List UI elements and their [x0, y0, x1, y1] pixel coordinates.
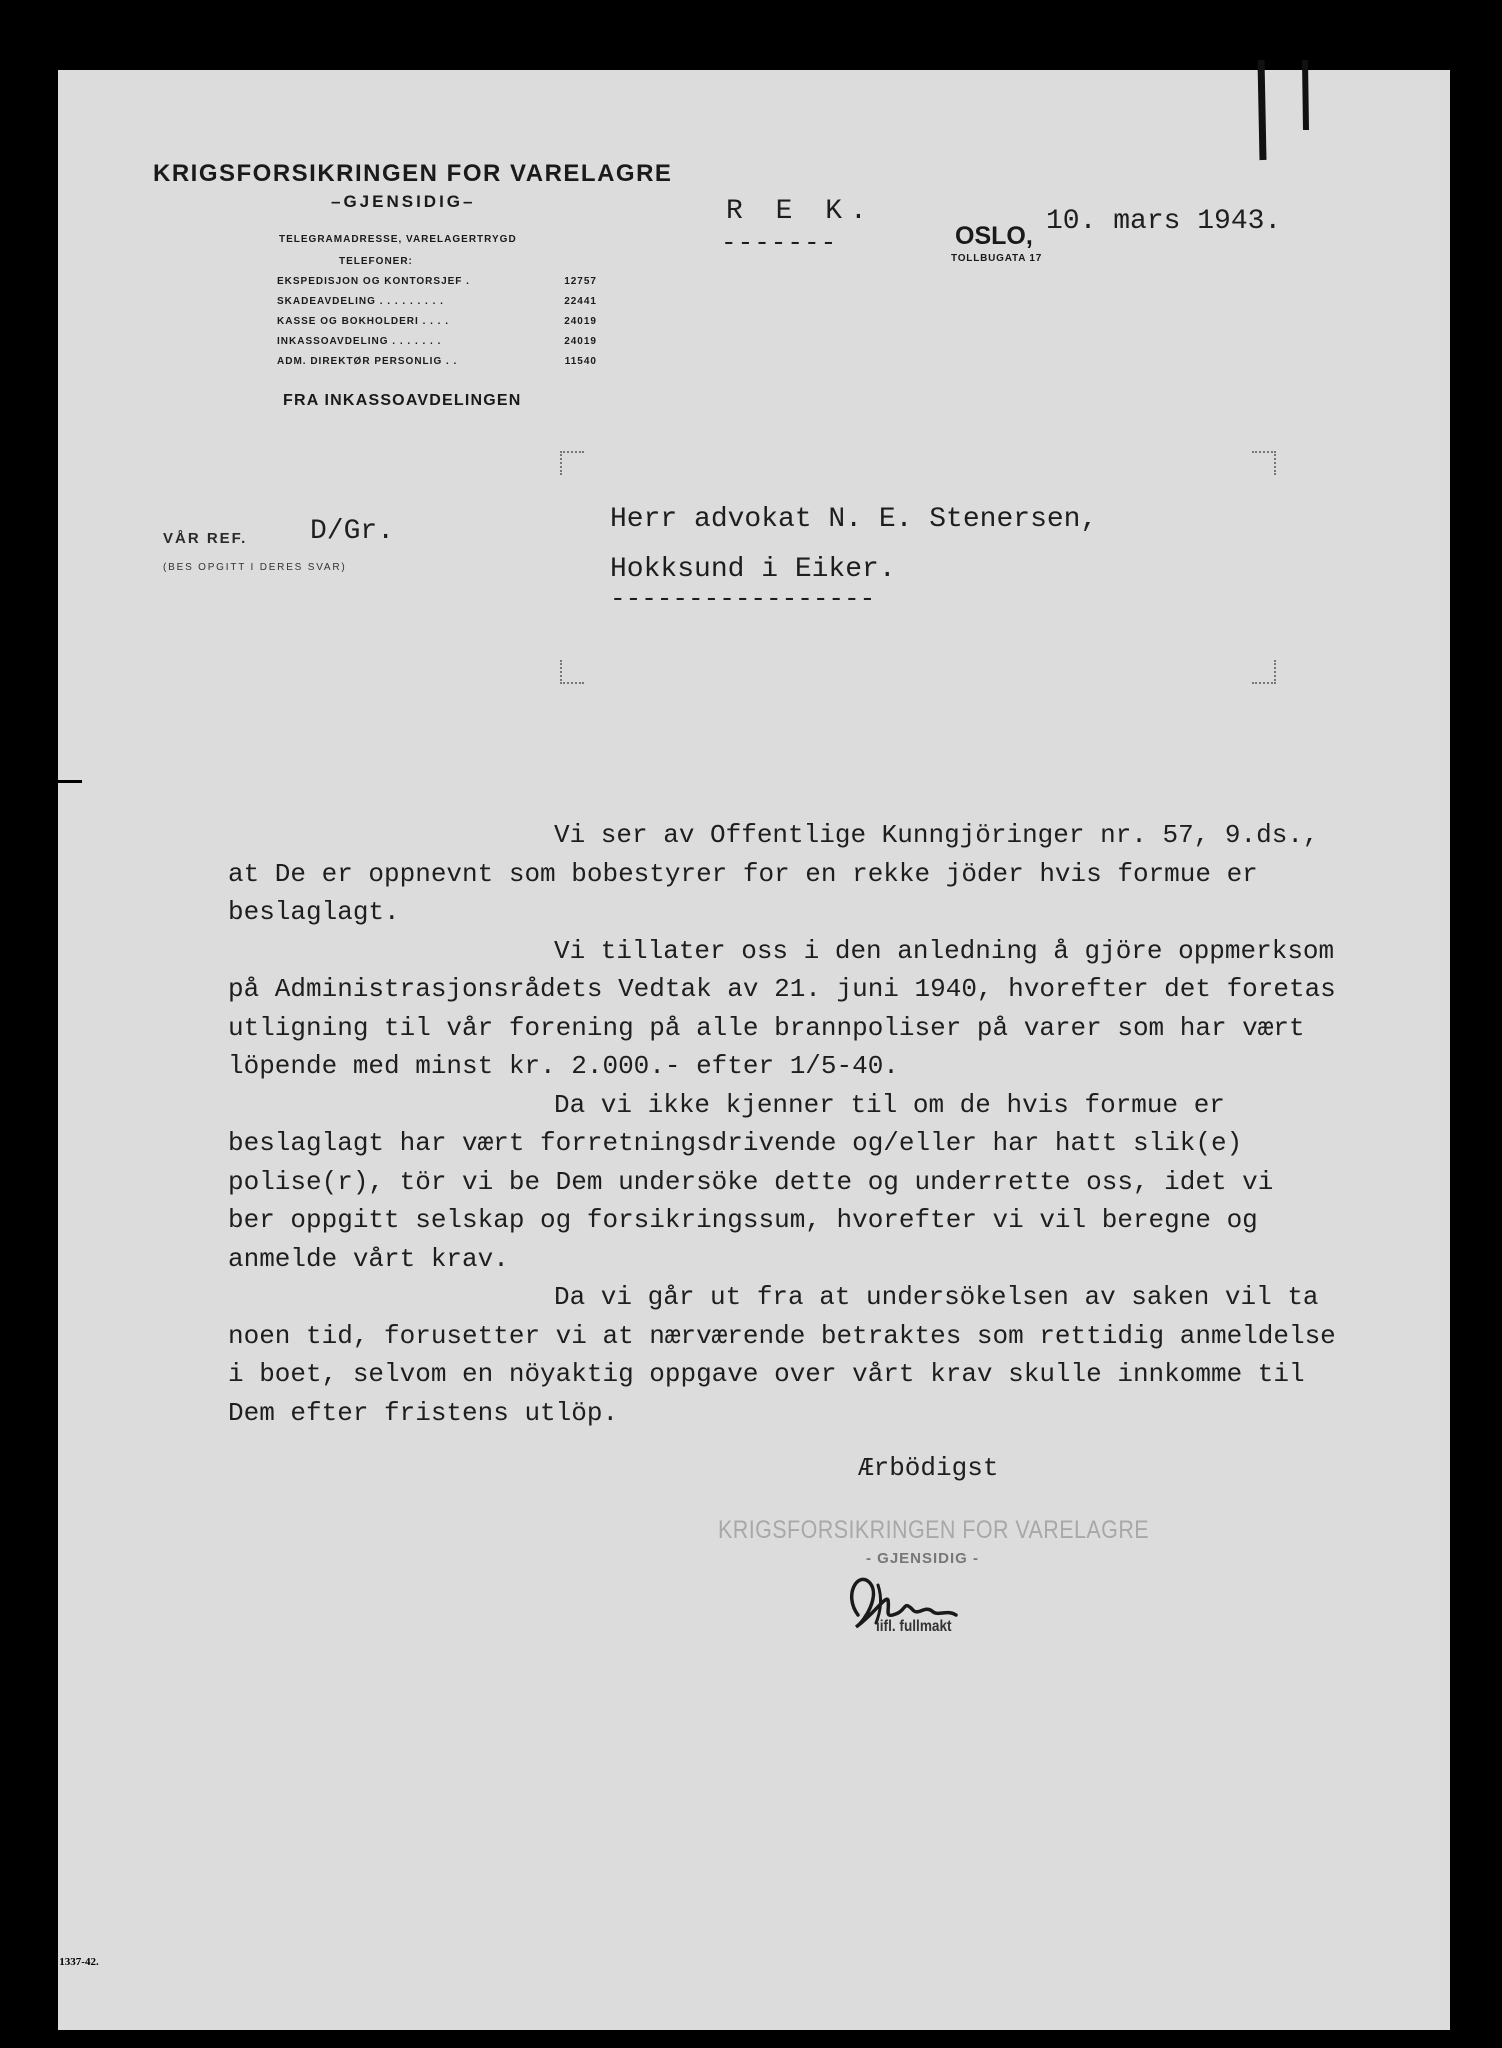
binder-marks: [1243, 60, 1333, 170]
phones-label: TELEFONER:: [339, 256, 413, 267]
telegram-address: TELEGRAMADRESSE, VARELAGERTRYGD: [279, 234, 517, 245]
phone-dept: INKASSOAVDELING . . . . . . .: [277, 336, 442, 347]
form-number: St. 1337-42.: [44, 1956, 99, 1968]
address-window-corner: [1252, 660, 1276, 684]
phone-dept: EKSPEDISJON OG KONTORSJEF .: [277, 276, 470, 287]
phone-row: [277, 356, 597, 367]
city-label: OSLO,: [955, 222, 1033, 250]
address-window-corner: [1252, 451, 1276, 475]
phone-row: [277, 336, 597, 347]
recipient-underline: -----------------: [610, 584, 876, 614]
phone-dept: KASSE OG BOKHOLDERI . . . .: [277, 316, 450, 327]
phone-number: 11540: [564, 356, 597, 367]
body-line: Vi ser av Offentlige Kunngjöringer nr. 57, 9.ds.,: [554, 820, 1319, 850]
body-line: beslaglagt har vært forretningsdrivende og/eller har hatt slik(e): [228, 1128, 1243, 1158]
body-line: Da vi går ut fra at undersökelsen av saken vil ta: [554, 1282, 1319, 1312]
body-line: Dem efter fristens utlöp.: [228, 1397, 619, 1428]
phone-dept: SKADEAVDELING . . . . . . . . .: [277, 296, 444, 307]
body-line: Vi tillater oss i den anledning å gjöre oppmerksom: [554, 935, 1335, 966]
body-line: ber oppgitt selskap og forsikringssum, hvorefter vi vil beregne og: [228, 1205, 1258, 1235]
phone-number: 12757: [564, 276, 597, 287]
body-line: Da vi ikke kjenner til om de hvis formue er: [554, 1089, 1225, 1120]
letter-page: [44, 70, 1450, 2030]
phone-number: 24019: [564, 316, 597, 327]
org-subtitle: –GJENSIDIG–: [331, 192, 476, 211]
body-line: på Administrasjonsrådets Vedtak av 21. juni 1940, hvorefter det foretas: [228, 974, 1336, 1004]
phone-row: [277, 296, 597, 307]
reference-note: (BES OPGITT I DERES SVAR): [163, 562, 347, 573]
body-line: beslaglagt.: [228, 897, 400, 927]
phone-number: 22441: [564, 296, 597, 307]
phone-dept: ADM. DIREKTØR PERSONLIG . .: [277, 356, 458, 367]
phone-number: 24019: [564, 336, 597, 347]
closing: Ærbödigst: [858, 1453, 999, 1483]
rek-label: R E K.: [726, 196, 875, 227]
rek-underline: -------: [721, 228, 838, 258]
reference-value: D/Gr.: [310, 516, 395, 547]
from-department: FRA INKASSOAVDELINGEN: [283, 392, 522, 409]
phone-row: [277, 276, 597, 287]
address-window-corner: [560, 451, 584, 475]
body-line: löpende med minst kr. 2.000.- efter 1/5-40.: [228, 1051, 899, 1081]
address-window-corner: [560, 660, 584, 684]
reference-label: VÅR REF.: [163, 530, 248, 547]
body-line: polise(r), tör vi be Dem undersöke dette og underrette oss, idet vi: [228, 1166, 1274, 1197]
stamp-authority: iifl. fullmakt: [876, 1618, 952, 1635]
body-line: utligning til vår forening på alle brannpoliser på varer som har vært: [228, 1012, 1305, 1043]
body-line: i boet, selvom en nöyaktig oppgave over vårt krav skulle innkomme til: [228, 1359, 1305, 1389]
fold-mark: [52, 780, 82, 783]
phone-row: [277, 316, 597, 327]
org-name: KRIGSFORSIKRINGEN FOR VARELAGRE: [153, 160, 673, 187]
body-line: at De er oppnevnt som bobestyrer for en rekke jöder hvis formue er: [228, 858, 1258, 889]
stamp-subtitle: - GJENSIDIG -: [866, 1550, 980, 1567]
body-line: anmelde vårt krav.: [228, 1243, 509, 1274]
letter-date: 10. mars 1943.: [1046, 206, 1282, 237]
street-address: TOLLBUGATA 17: [951, 253, 1043, 264]
recipient-name: Herr advokat N. E. Stenersen,: [610, 504, 1098, 535]
body-line: noen tid, forusetter vi at nærværende betraktes som rettidig anmeldelse: [228, 1320, 1336, 1351]
stamp-org-name: KRIGSFORSIKRINGEN FOR VARELAGRE: [718, 1516, 1150, 1544]
recipient-place: Hokksund i Eiker.: [610, 554, 896, 585]
